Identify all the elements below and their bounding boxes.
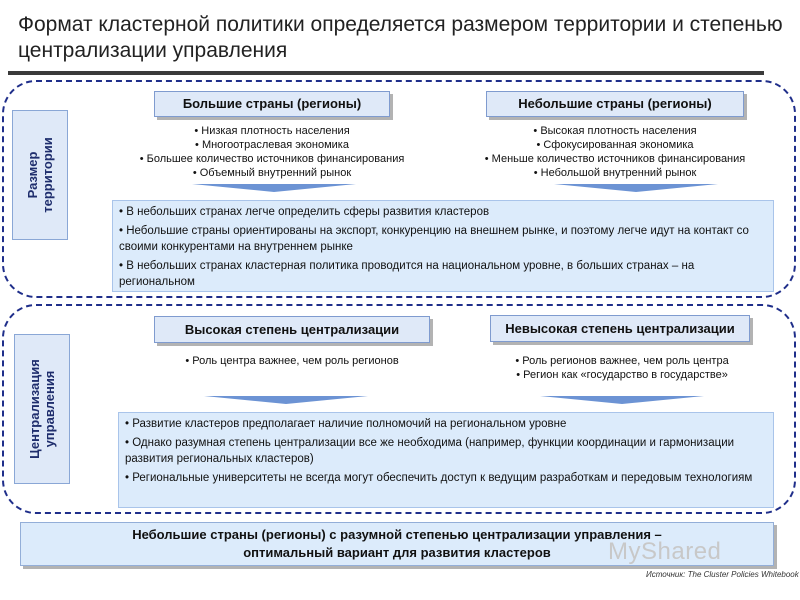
- bullet-item: • Небольшие страны ориентированы на экспорт, конкуренцию на внешнем рынке, и поэтому легче идут на контакт со своими конкурентами на внутреннем рынке: [119, 225, 749, 253]
- list-item: • Большее количество источников финансирования: [139, 153, 405, 165]
- centralization-side-label: [14, 334, 70, 484]
- source-note: Источник: The Cluster Policies Whitebook: [646, 570, 799, 579]
- list-item: • Меньше количество источников финансирования: [484, 153, 746, 165]
- title-divider: [8, 71, 764, 75]
- side-label-line: территории: [40, 137, 55, 213]
- down-arrow-icon: [204, 396, 368, 404]
- territory-conclusions-box: [112, 200, 774, 292]
- side-label-line: Централизация: [27, 359, 42, 459]
- large-countries-list: [122, 124, 422, 180]
- centralization-conclusions-box: [118, 412, 774, 508]
- list-item: • Роль центра важнее, чем роль регионов: [185, 355, 399, 367]
- bullet-item: • Развитие кластеров предполагает наличие полномочий на региональном уровне: [125, 418, 567, 430]
- list-item: • Многоотраслевая экономика: [195, 139, 349, 151]
- down-arrow-icon: [540, 396, 704, 404]
- small-countries-list: [462, 124, 768, 180]
- list-item: • Сфокусированная экономика: [536, 139, 694, 151]
- territory-side-label: [12, 110, 68, 240]
- down-arrow-icon: [554, 184, 718, 192]
- high-centralization-list: [142, 354, 442, 368]
- bullet-item: • В небольших странах кластерная политика проводится на национальном уровне, в больших странах – на региональном: [119, 260, 695, 288]
- bullet-item: • В небольших странах легче определить сферы развития кластеров: [119, 206, 490, 218]
- low-centralization-header: Невысокая степень централизации: [490, 315, 750, 342]
- bullet-item: • Однако разумная степень централизации все же необходима (например, функции координации и гармонизации развития региональных кластеров): [125, 437, 735, 465]
- list-item: • Регион как «государство в государстве»: [516, 369, 728, 381]
- large-countries-header: Большие страны (регионы): [154, 91, 390, 117]
- watermark-logo: MyShared: [608, 538, 722, 565]
- list-item: • Роль регионов важнее, чем роль центра: [515, 355, 729, 367]
- small-countries-header: Небольшие страны (регионы): [486, 91, 744, 117]
- list-item: • Низкая плотность населения: [194, 125, 350, 137]
- list-item: • Высокая плотность населения: [533, 125, 697, 137]
- low-centralization-list: [474, 354, 770, 382]
- list-item: • Объемный внутренний рынок: [192, 167, 352, 179]
- side-label-line: управления: [42, 370, 57, 448]
- down-arrow-icon: [192, 184, 356, 192]
- high-centralization-header: Высокая степень централизации: [154, 316, 430, 343]
- side-label-line: Размер: [25, 151, 40, 199]
- conclusion-line: Небольшие страны (регионы) с разумной степенью централизации управления –: [132, 527, 662, 542]
- conclusion-line: оптимальный вариант для развития кластеров: [243, 545, 551, 560]
- page-title: Формат кластерной политики определяется размером территории и степенью централизации управления: [18, 13, 783, 62]
- bullet-item: • Региональные университеты не всегда могут обеспечить доступ к ведущим разработкам и передовым технологиям: [125, 472, 753, 484]
- list-item: • Небольшой внутренний рынок: [533, 167, 697, 179]
